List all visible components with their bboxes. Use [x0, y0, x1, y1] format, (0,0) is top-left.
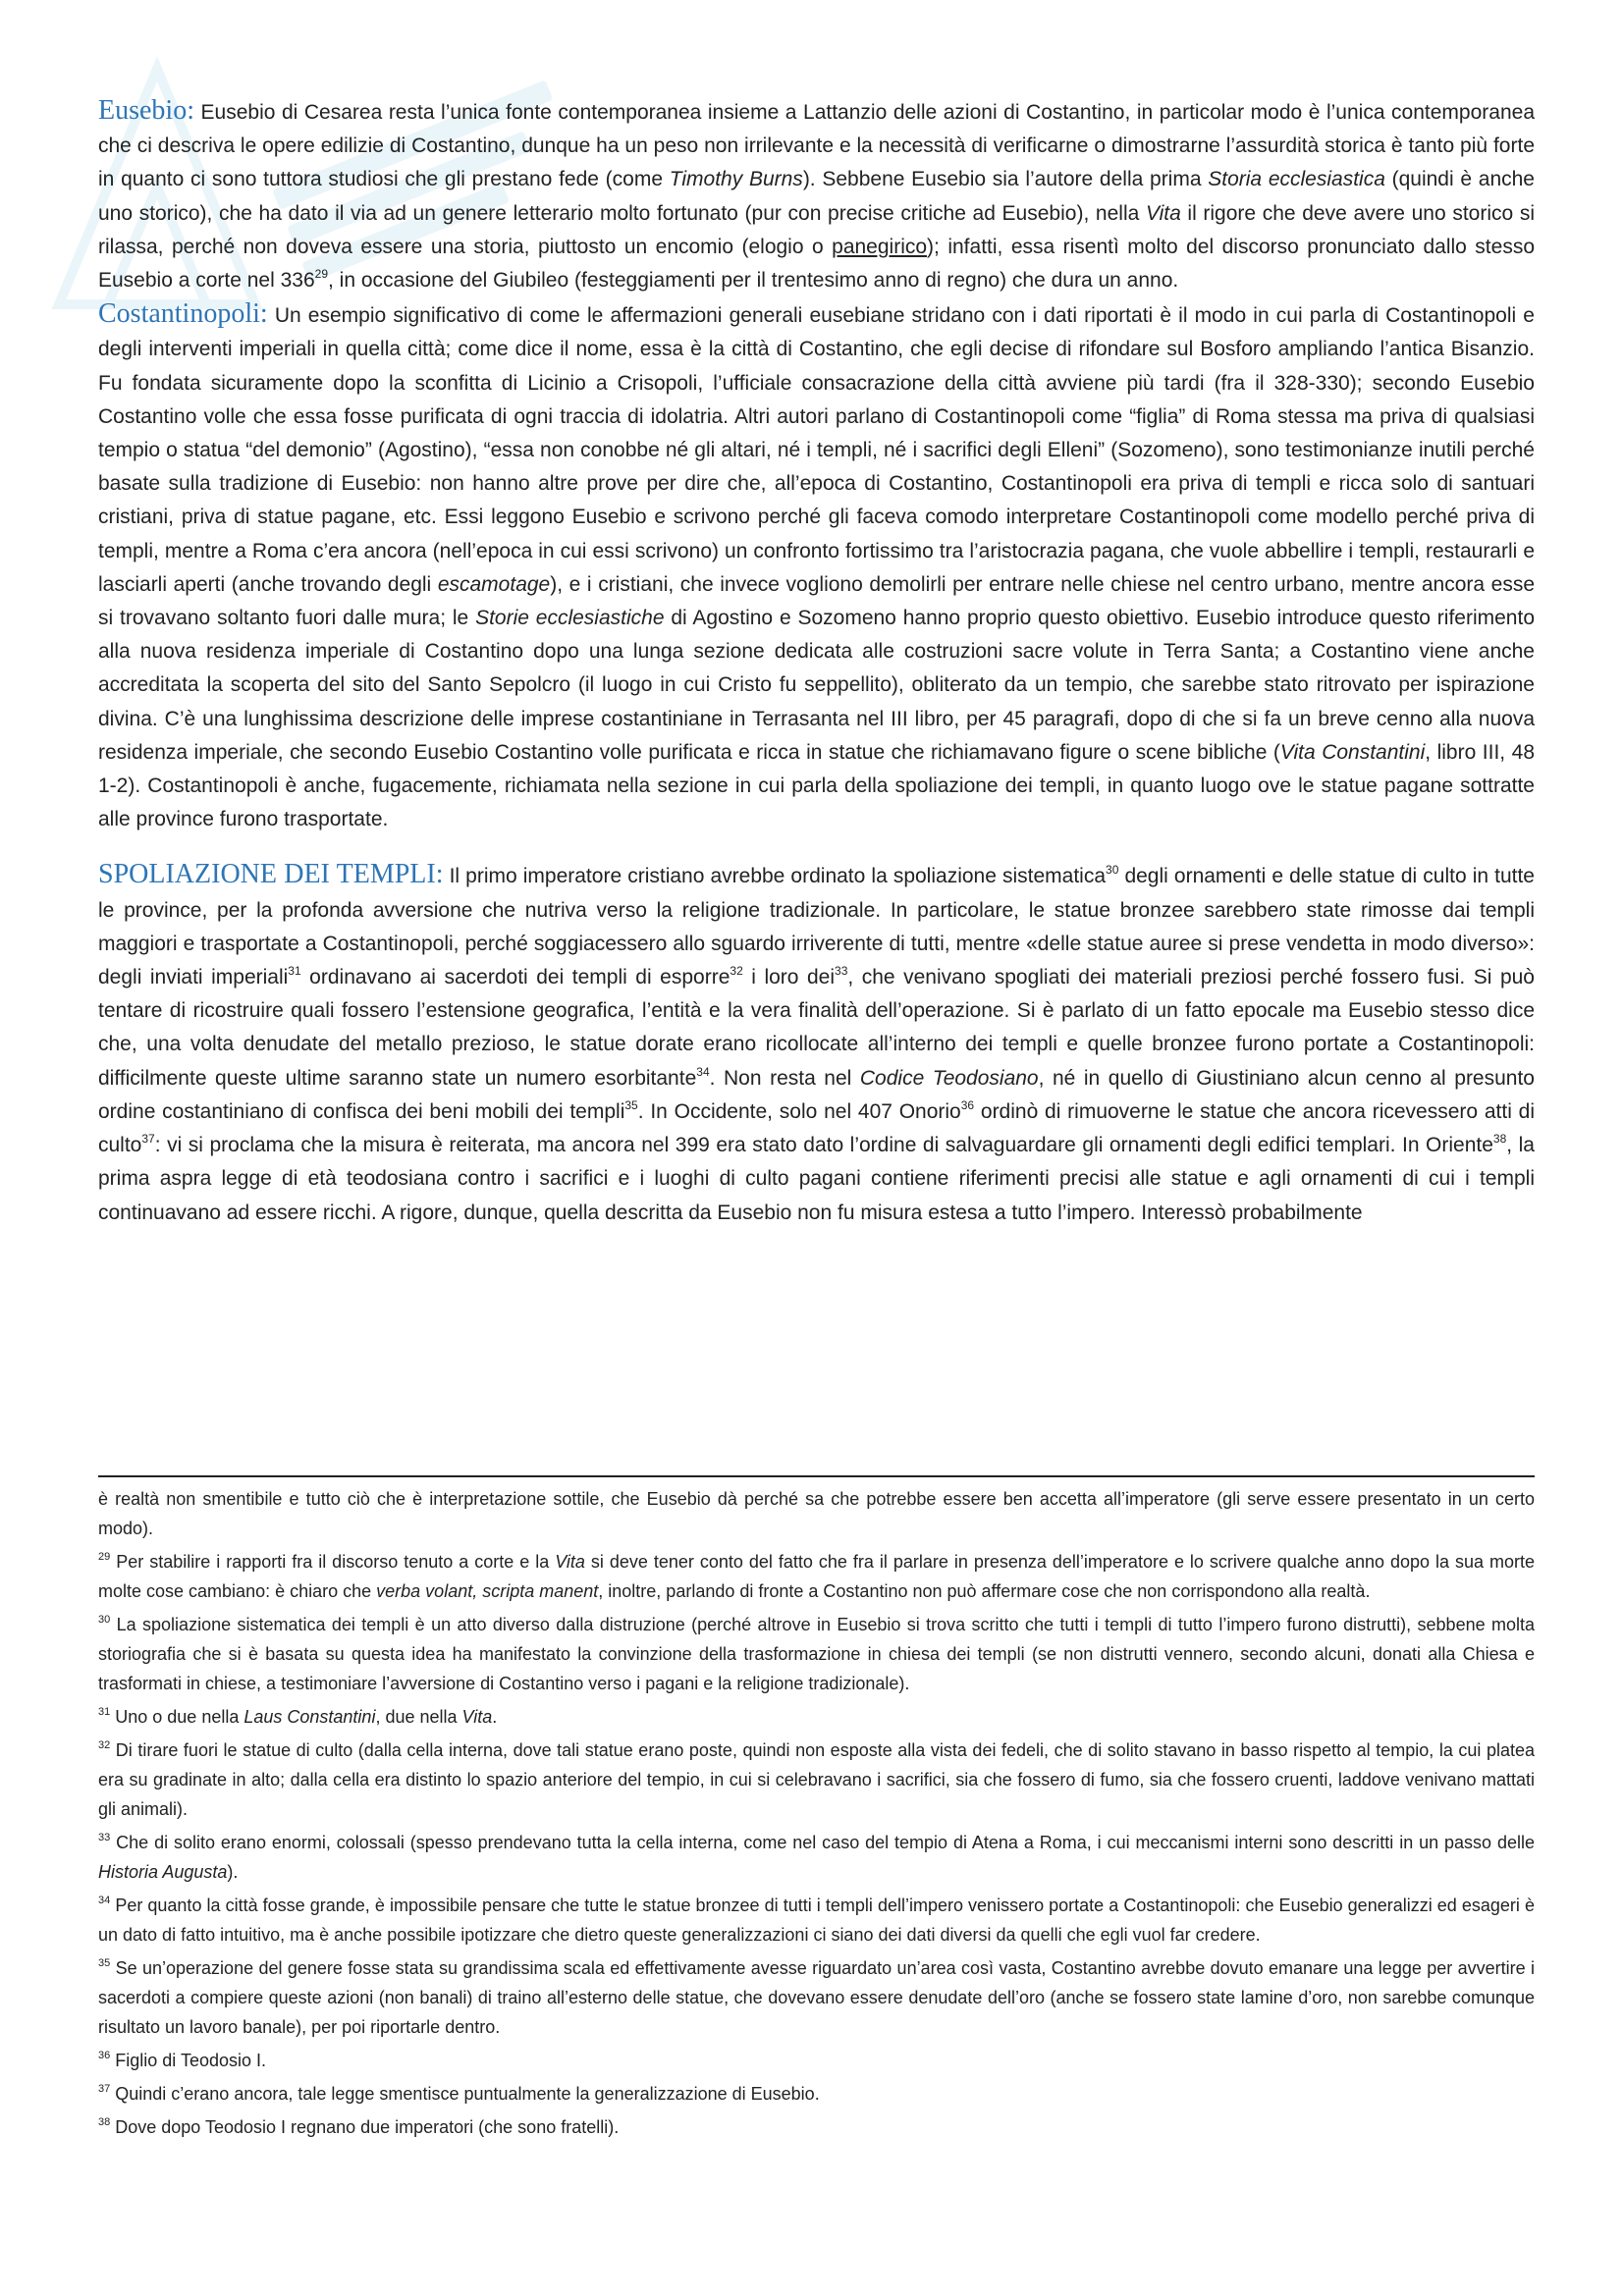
footnote-29: $^{29}$ Per stabilire i rapporti fra il discorso tenuto a corte e la Vita si deve tener conto del fatto che fra il parlare in presenza dell’imperatore e lo scrivere qualche anno dopo la sua morte molte cose cambiano: è chiaro che verba volant, scripta manent, inoltre, parlando di fronte a Costantino non può affermare cose che non corrispondono alla realtà. — [98, 1551, 1536, 1601]
footnote-33: $^{33}$ Che di solito erano enormi, colossali (spesso prendevano tutta la cella interna, come nel caso del tempio di Atena a Roma, i cui meccanismi interni sono descritti in un passo delle Historia Augusta). — [98, 1832, 1535, 1882]
footnote-ref[interactable]: 34 — [696, 1064, 710, 1079]
footnote-ref[interactable]: 38 — [1492, 1132, 1507, 1147]
footnote-continuation: è realtà non smentibile e tutto ciò che è interpretazione sottile, che Eusebio dà perché sa che potrebbe essere ben accetta all’imperatore (gli serve essere presentato in un certo modo). — [98, 1489, 1535, 1538]
heading-eusebio: Eusebio: — [98, 95, 194, 126]
heading-costantinopoli: Costantinopoli: — [98, 298, 268, 330]
footnote-ref[interactable]: 33 — [835, 964, 848, 979]
footnote-37: $^{37}$ Quindi c’erano ancora, tale legge smentisce puntualmente la generalizzazione di Eusebio. — [98, 2083, 820, 2104]
footnote-34: $^{34}$ Per quanto la città fosse grande, è impossibile pensare che tutte le statue bronzee di tutti i templi dell’impero venissero portate a Costantinopoli: che Eusebio generalizzi ed esageri è un dato di fatto intuitivo, ma è anche possibile ipotizzare che dietro queste generalizzazioni ci siano dei dati diversi da quelli che egli vuol far credere. — [98, 1895, 1535, 1945]
heading-spoliazione: SPOLIAZIONE DEI TEMPLI: — [98, 859, 444, 890]
footnote-32: $^{32}$ Di tirare fuori le statue di culto (dalla cella interna, dove tali statue erano poste, quindi non esposte alla vista dei fedeli, che di solito stavano in basso rispetto al tempio, la cui platea era su gradinate in alto; dalla cella era distinto lo spazio anteriore del tempio, in cui si celebravano i sacrifici, sia che fossero di fumo, sia che fossero cruenti, laddove venivano mattati gli animali). — [98, 1739, 1535, 1819]
footnote-divider — [98, 1475, 1535, 1477]
footnote-36: $^{36}$ Figlio di Teodosio I. — [98, 2050, 267, 2070]
footnote-31: $^{31}$ Uno o due nella Laus Constantini, due nella Vita. — [98, 1706, 498, 1727]
footnote-ref[interactable]: 35 — [624, 1097, 638, 1112]
paragraph-eusebio: Eusebio: Eusebio di Cesarea resta l’unica fonte contemporanea insieme a Lattanzio delle azioni di Costantino, in particolar modo è l’unica contemporanea che ci descriva le opere edilizie di Costantino, dunque ha un peso non irrilevante e la necessità di verificarne o dimostrarne l’assurdità storica è tanto più forte in quanto ci sono tuttora studiosi che gli prestano fede (come Timothy Burns). Sebbene Eusebio sia l’autore della prima Storia ecclesiastica (quindi è anche uno storico), che ha dato il via ad un genere letterario molto fortunato (pur con precise critiche ad Eusebio), nella Vita il rigore che deve avere uno storico si rilassa, perché non doveva essere una storia, piuttosto un encomio (elogio o panegirico); infatti, essa risentì molto del discorso pronunciato dallo stesso Eusebio a corte nel $336^{29}$, in occasione del Giubileo (festeggiamenti per il trentesimo anno di regno) che dura un anno. — [98, 95, 1535, 293]
paragraph-costantinopoli: Costantinopoli: Un esempio significativo di come le affermazioni generali eusebiane stridano con i dati riportati è il modo in cui parla di Costantinopoli e degli interventi imperiali in quella città; come dice il nome, essa è la città di Costantino, che egli decise di rifondare sul Bosforo ampliando l’antica Bisanzio. Fu fondata sicuramente dopo la sconfitta di Licinio a Crisopoli, l’ufficiale consacrazione della città avviene più tardi (fra il 328-330); secondo Eusebio Costantino volle che essa fosse purificata di ogni traccia di idolatria. Altri autori parlano di Costantinopoli come “figlia” di Roma stessa ma priva di qualsiasi tempio o statua “del demonio” (Agostino), “essa non conobbe né gli altari, né i templi, né i sacrifici degli Elleni” (Sozomeno), sono testimonianze inutili perché basate sulla tradizione di Eusebio: non hanno altre prove per dire che, all’epoca di Costantino, Costantinopoli era priva di templi e ricca solo di santuari cristiani, priva di statue pagane, etc. Essi leggono Eusebio e scrivono perché gli faceva comodo interpretare Costantinopoli come modello perché priva di templi, mentre a Roma c’era ancora (nell’epoca in cui essi scrivono) un confronto fortissimo tra l’aristocrazia pagana, che vuole abbellire i templi, restaurarli e lasciarli aperti (anche trovando degli escamotage), e i cristiani, che invece vogliono demolirli per entrare nelle chiese nel centro urbano, mentre ancora esse si trovavano soltanto fuori dalle mura; le Storie ecclesiastiche di Agostino e Sozomeno hanno proprio questo obiettivo. Eusebio introduce questo riferimento alla nuova residenza imperiale di Costantino dopo una lunga sezione dedicata alle costruzioni sacre volute in Terra Santa; a Costantino viene anche accreditata la scoperta del sito del Santo Sepolcro (il luogo in cui Cristo fu seppellito), obliterato da un tempio, che sarebbe stato ritrovato per ispirazione divina. C’è una lunghissima descrizione delle imprese costantiniane in Terrasanta nel III libro, per 45 paragrafi, dopo di che si fa un breve cenno alla nuova residenza imperiale, che secondo Eusebio Costantino volle purificata e ricca in statue che richiamavano figure o scene bibliche (Vita Constantini, libro III, 48 1-2). Costantinopoli è anche, fugacemente, richiamata nella sezione in cui parla della spoliazione dei templi, in quanto luogo ove le statue pagane sottratte alle province furono trasportate. — [98, 298, 1535, 831]
paragraph-spoliazione: SPOLIAZIONE DEI TEMPLI: Il primo imperatore cristiano avrebbe ordinato la spoliazione sistematica$^{30}$ degli ornamenti e delle statue di culto in tutte le province, per la profonda avversione che nutriva verso la religione tradizionale. In particolare, le statue bronzee sarebbero state rimosse dai templi maggiori e trasportate a Costantinopoli, perché soggiacessero allo sguardo irriverente di tutti, mentre «delle statue auree si prese vendetta in modo diverso»: degli inviati imperiali$^{31}$ ordinavano ai sacerdoti dei templi di esporre$^{32}$ i loro dei$^{33}$, che venivano spogliati dei materiali preziosi perché fossero fusi. Si può tentare di ricostruire quali fossero l’estensione geografica, l’entità e la vera finalità dell’operazione. Si è parlato di un fatto epocale ma Eusebio stesso dice che, una volta denudate del metallo prezioso, le statue dorate erano ricollocate all’interno dei templi e quelle bronzee furono portate a Costantinopoli: difficilmente queste ultime saranno state un numero esorbitante$^{34}$. Non resta nel Codice Teodosiano, né in quello di Giustiniano alcun cenno al presunto ordine costantiniano di confisca dei beni mobili dei templi$^{35}$. In Occidente, solo nel 407 Onorio$^{36}$ ordinò di rimuoverne le statue che ancora ricevessero atti di culto$^{37}$: vi si proclama che la misura è reiterata, ma ancora nel 399 era stato dato l’ordine di salvaguardare gli ornamenti degli edifici templari. In Oriente$^{38}$, la prima aspra legge di età teodosiana contro i sacrifici e i luoghi di culto pagani contiene riferimenti precisi alle statue e agli ornamenti di cui i templi continuavano ad essere ricchi. A rigore, dunque, quella descritta da Eusebio non fu misura estesa a tutto l’impero. Interessò probabilmente — [98, 859, 1536, 1224]
footnote-38: $^{38}$ Dove dopo Teodosio I regnano due imperatori (che sono fratelli). — [98, 2116, 620, 2137]
footnote-35: $^{35}$ Se un’operazione del genere fosse stata su grandissima scala ed effettivamente avesse riguardato un’area così vasta, Costantino avrebbe dovuto emanare una legge per avvertire i sacerdoti a compiere queste azioni (non banali) di traino all’esterno delle statue, che dovevano essere denudate dell’oro (anche se fossero state lamine d’oro, non sarebbe comunque risultato un lavoro banale), per poi riportarle dentro. — [98, 1957, 1535, 2037]
footnote-ref[interactable]: 37 — [141, 1132, 155, 1147]
main-text — [98, 94, 1535, 1230]
footnote-ref[interactable]: 31 — [288, 964, 301, 979]
footnotes — [98, 1484, 1535, 2146]
footnote-ref[interactable]: 29 — [314, 267, 329, 282]
footnote-30: $^{30}$ La spoliazione sistematica dei templi è un atto diverso dalla distruzione (perché altrove in Eusebio si trova scritto che tutti i templi di tutto l’impero furono distrutti), sebbene molta storiografia che si è basata su questa idea ha manifestato la convinzione della trasformazione in chiesa dei templi (se non distrutti vennero, secondo alcuni, donati alla Chiesa e trasformati in chiese, a testimoniare l’avversione di Costantino verso i pagani e la religione tradizionale). — [98, 1614, 1535, 1693]
footnote-ref[interactable]: 32 — [730, 964, 743, 979]
footnote-ref[interactable]: 30 — [1106, 863, 1119, 878]
footnote-ref[interactable]: 36 — [960, 1097, 975, 1112]
